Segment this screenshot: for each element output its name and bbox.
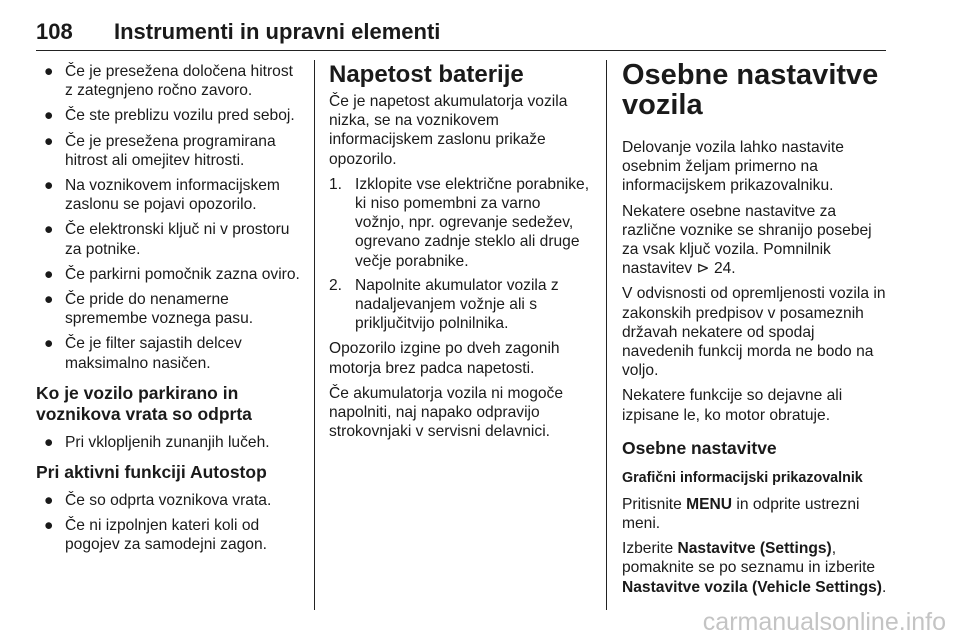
list-item: ● Če je filter sajastih delcev maksimalno nasičen. (44, 335, 242, 372)
page-header (36, 0, 886, 51)
battery-note: Opozorilo izgine po dveh zagonih motorja brez padca napetosti. (329, 340, 560, 377)
list-item: ● Če parkirni pomočnik zazna oviro. (44, 265, 300, 283)
personal-intro: Delovanje vozila lahko nastavite osebnim željam primerno na informacijskem prikazovalniku. (622, 139, 844, 195)
settings-instruction: Izberite Nastavitve (Settings), pomaknite se po seznamu in izberite Nastavitve vozila (Vehicle Settings). (622, 540, 887, 596)
section-title-battery: Napetost baterije (329, 61, 524, 88)
battery-intro: Če je napetost akumulatorja vozila nizka, se na voznikovem informacijskem zaslonu prikaže opozorilo. (329, 93, 568, 168)
section-title-personal: Osebne nastavitve vozila (622, 59, 879, 121)
settings-menu-label: Nastavitve (Settings) (677, 540, 832, 558)
bullet-icon: ● (44, 63, 54, 80)
step-number: 2. (329, 276, 343, 294)
list-item: ● Če ste preblizu vozilu pred seboj. (44, 107, 295, 125)
bullet-icon: ● (44, 433, 54, 451)
heading-graphic-display: Grafični informacijski prikazovalnik (622, 469, 863, 486)
bullet-icon: ● (44, 132, 54, 150)
bullet-icon: ● (44, 517, 54, 535)
column-divider-right (606, 60, 607, 610)
warning-list (36, 62, 301, 373)
column-middle (329, 62, 591, 447)
battery-steps (329, 175, 591, 334)
battery-service-note: Če akumulatorja vozila ni mogoče napolniti, naj napako odpravijo strokovnjaki v servisni delavnici. (329, 384, 564, 441)
parked-list (36, 433, 301, 452)
personal-keys-note: Nekatere osebne nastavitve za različne voznike se shranijo posebej za vsak ključ vozila. Pomnilnik nastavitev ⊳ 24. (622, 202, 872, 278)
list-item: ● Če je presežena programirana hitrost ali omejitev hitrosti. (44, 132, 276, 169)
personal-engine-note: Nekatere funkcije so dejavne ali izpisane le, ko motor obratuje. (622, 387, 843, 424)
column-left (36, 62, 301, 561)
list-item: 2. Napolnite akumulator vozila z nadaljevanjem vožnje ali s priključitvijo polnilnika. (329, 276, 559, 333)
list-item: ● Če so odprta voznikova vrata. (44, 492, 272, 510)
step-number: 1. (329, 175, 343, 193)
bullet-icon: ● (44, 291, 54, 309)
page-ref-arrow-icon: ⊳ (696, 260, 710, 278)
bullet-icon: ● (44, 177, 54, 195)
list-item: ● Če pride do nenamerne spremembe voznega pasu. (44, 291, 254, 328)
list-item: ● Pri vklopljenih zunanjih lučeh. (44, 433, 270, 451)
bullet-icon: ● (44, 265, 54, 283)
list-item: 1. Izklopite vse električne porabnike, ki niso pomembni za varno vožnjo, npr. ogrevanje sedežev, ogrevano zadnje steklo ali druge večje porabnike. (329, 175, 590, 270)
vehicle-settings-label: Nastavitve vozila (Vehicle Settings) (622, 578, 882, 596)
column-divider-left (314, 60, 315, 610)
autostop-list (36, 491, 301, 555)
heading-parked: Ko je vozilo parkirano in voznikova vrata so odprta (36, 382, 252, 424)
heading-personal-settings: Osebne nastavitve (622, 437, 777, 458)
list-item: ● Če ni izpolnjen kateri koli od pogojev za samodejni zagon. (44, 517, 267, 554)
bullet-icon: ● (44, 335, 54, 353)
header-title: Instrumenti in upravni elementi (114, 19, 441, 44)
menu-key-label: MENU (686, 495, 733, 513)
menu-instruction: Pritisnite MENU in odprite ustrezni meni. (622, 495, 860, 533)
list-item: ● Če elektronski ključ ni v prostoru za potnike. (44, 221, 290, 258)
list-item: ● Če je presežena določena hitrost z zategnjeno ročno zavoro. (44, 63, 293, 100)
bullet-icon: ● (44, 492, 54, 510)
heading-autostop: Pri aktivni funkciji Autostop (36, 462, 267, 483)
watermark: carmanualsonline.info (702, 608, 946, 636)
personal-availability-note: V odvisnosti od opremljenosti vozila in zakonskih predpisov v posameznih državah nekatere od spodaj navedenih funkcij morda ne bodo na voljo. (622, 285, 886, 380)
page-number: 108 (36, 19, 73, 44)
bullet-icon: ● (44, 221, 54, 239)
bullet-icon: ● (44, 107, 54, 125)
column-right (622, 59, 890, 603)
list-item: ● Na voznikovem informacijskem zaslonu se pojavi opozorilo. (44, 177, 280, 214)
